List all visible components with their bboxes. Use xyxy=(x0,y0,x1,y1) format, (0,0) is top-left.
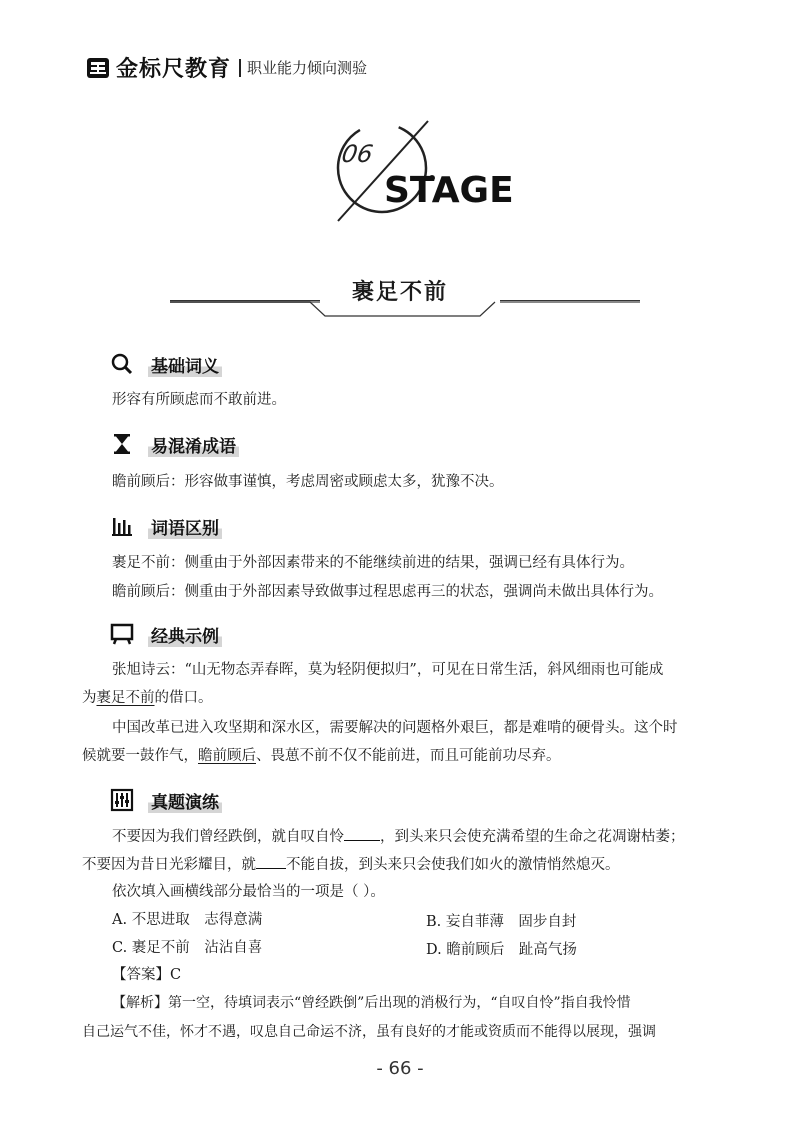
example-1-line-2 xyxy=(82,686,213,707)
question-text: 不要因为我们曾经跌倒，就自叹自怜 xyxy=(112,829,344,845)
sliders-icon xyxy=(110,788,134,812)
brand-name: 金标尺教育 xyxy=(116,57,232,82)
page-number: - 66 - xyxy=(376,1058,424,1079)
section-heading-text: 经典示例 xyxy=(148,622,222,647)
example-text: 为 xyxy=(82,690,97,706)
option-c: C. 裹足不前 沾沾自喜 xyxy=(112,940,263,956)
example-text: 的借口。 xyxy=(154,690,213,706)
section-difference-heading xyxy=(110,512,222,540)
title-decoration xyxy=(150,288,650,318)
example-highlight: 裹足不前 xyxy=(96,690,155,706)
option-a: A. 不思进取 志得意满 xyxy=(112,912,263,928)
idiom-title: 裹足不前 xyxy=(351,279,448,305)
example-text: 、畏葸不前不仅不能前进，而且可能前功尽弃。 xyxy=(256,748,561,764)
example-2-line-1: 中国改革已进入攻坚期和深水区，需要解决的问题格外艰巨，都是难啃的硬骨头。这个时 xyxy=(112,720,678,736)
section-examples-heading xyxy=(110,620,222,648)
example-text: 候就要一鼓作气， xyxy=(82,748,198,764)
board-icon xyxy=(110,622,134,646)
question-blank-1 xyxy=(344,826,380,841)
section-heading-text: 易混淆成语 xyxy=(148,432,239,457)
analysis-line-2: 自己运气不佳，怀才不遇，叹息自己命运不济，虽有良好的才能或资质而不能得以展现，强调 xyxy=(82,1024,656,1040)
question-blank-2 xyxy=(256,854,286,869)
basic-definition: 形容有所顾虑而不敢前进。 xyxy=(112,392,286,408)
question-text: 不能自拔，到头来只会使我们如火的激情悄然熄灭。 xyxy=(286,857,620,873)
question-line-1 xyxy=(112,825,685,846)
stage-word: STAGE xyxy=(384,170,514,211)
section-confusable-heading xyxy=(110,430,239,458)
brand-logo-icon xyxy=(86,57,110,79)
example-1-line-1: 张旭诗云：“山无物态弄春晖，莫为轻阴便拟归”，可见在日常生活，斜风细雨也可能成 xyxy=(112,662,664,678)
magnifier-icon xyxy=(110,352,134,376)
section-heading-text: 真题演练 xyxy=(148,788,222,813)
question-line-2 xyxy=(82,853,620,874)
answer: 【答案】C xyxy=(112,967,182,983)
confusable-definition: 瞻前顾后：形容做事谨慎，考虑周密或顾虑太多，犹豫不决。 xyxy=(112,474,504,490)
section-practice-heading xyxy=(110,786,222,814)
difference-line-2: 瞻前顾后：侧重由于外部因素导致做事过程思虑再三的状态，强调尚未做出具体行为。 xyxy=(112,584,663,600)
bar-chart-icon xyxy=(110,514,134,538)
difference-line-1: 裹足不前：侧重由于外部因素带来的不能继续前进的结果，强调已经有具体行为。 xyxy=(112,555,634,571)
example-highlight: 瞻前顾后 xyxy=(198,748,256,764)
stage-number: 06 xyxy=(339,140,376,168)
example-2-line-2 xyxy=(82,744,561,765)
section-basic-heading xyxy=(110,350,222,378)
option-b: B. 妄自菲薄 固步自封 xyxy=(426,914,577,930)
hourglass-icon xyxy=(110,432,134,456)
header-brand xyxy=(86,52,367,83)
section-heading-text: 基础词义 xyxy=(148,352,222,377)
option-d: D. 瞻前顾后 趾高气扬 xyxy=(426,942,577,958)
question-text: ，到头来只会使充满希望的生命之花凋谢枯萎； xyxy=(380,829,685,845)
header-subtitle: 职业能力倾向测验 xyxy=(247,59,368,77)
question-text: 不要因为昔日光彩耀目，就 xyxy=(82,857,256,873)
analysis-line-1: 【解析】第一空，待填词表示“曾经跌倒”后出现的消极行为，“自叹自怜”指自我怜惜 xyxy=(112,995,631,1011)
header-separator xyxy=(239,59,241,77)
section-heading-text: 词语区别 xyxy=(148,514,222,539)
question-line-3: 依次填入画横线部分最恰当的一项是（ ）。 xyxy=(112,884,385,900)
